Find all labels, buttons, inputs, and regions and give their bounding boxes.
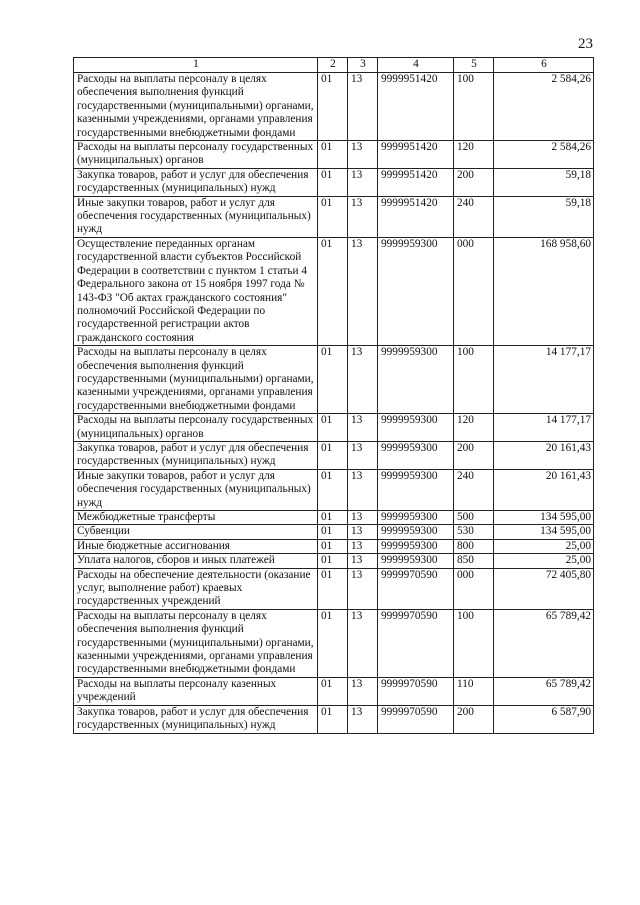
- row-name-cell: Расходы на выплаты персоналу в целях обеспечения выполнения функций государственными (муниципальными) органами, казенными учреждениями, органами управления государственными внебюджетными фондами: [74, 73, 318, 141]
- column-header-4: 4: [378, 58, 454, 73]
- row-section-cell: 01: [318, 73, 348, 141]
- table-row: [74, 196, 594, 237]
- row-target-article-cell: 9999970590: [378, 677, 454, 705]
- row-target-article-cell: 9999970590: [378, 609, 454, 677]
- row-target-article-cell: 9999959300: [378, 469, 454, 510]
- table-row: [74, 677, 594, 705]
- row-amount-cell: 25,00: [494, 554, 594, 568]
- table-row: [74, 414, 594, 442]
- row-subsection-cell: 13: [348, 511, 378, 525]
- row-section-cell: 01: [318, 554, 348, 568]
- row-amount-cell: 134 595,00: [494, 511, 594, 525]
- row-subsection-cell: 13: [348, 414, 378, 442]
- table-row: [74, 441, 594, 469]
- row-expense-type-cell: 100: [454, 346, 494, 414]
- row-section-cell: 01: [318, 237, 348, 345]
- table-row: [74, 469, 594, 510]
- row-expense-type-cell: 100: [454, 609, 494, 677]
- table-row: [74, 609, 594, 677]
- row-target-article-cell: 9999951420: [378, 73, 454, 141]
- table-row: [74, 568, 594, 609]
- row-target-article-cell: 9999959300: [378, 511, 454, 525]
- table-row: [74, 168, 594, 196]
- row-expense-type-cell: 110: [454, 677, 494, 705]
- row-section-cell: 01: [318, 168, 348, 196]
- row-subsection-cell: 13: [348, 539, 378, 553]
- row-section-cell: 01: [318, 539, 348, 553]
- row-subsection-cell: 13: [348, 609, 378, 677]
- budget-table: [73, 57, 594, 734]
- row-section-cell: 01: [318, 469, 348, 510]
- table-row: [74, 73, 594, 141]
- row-amount-cell: 72 405,80: [494, 568, 594, 609]
- row-amount-cell: 134 595,00: [494, 525, 594, 539]
- row-expense-type-cell: 000: [454, 568, 494, 609]
- row-name-cell: Иные закупки товаров, работ и услуг для обеспечения государственных (муниципальных) нужд: [74, 196, 318, 237]
- row-subsection-cell: 13: [348, 73, 378, 141]
- row-name-cell: Иные бюджетные ассигнования: [74, 539, 318, 553]
- row-name-cell: Закупка товаров, работ и услуг для обеспечения государственных (муниципальных) нужд: [74, 705, 318, 733]
- row-amount-cell: 14 177,17: [494, 346, 594, 414]
- row-target-article-cell: 9999951420: [378, 141, 454, 169]
- row-amount-cell: 65 789,42: [494, 609, 594, 677]
- row-subsection-cell: 13: [348, 469, 378, 510]
- row-target-article-cell: 9999959300: [378, 237, 454, 345]
- row-expense-type-cell: 120: [454, 414, 494, 442]
- row-section-cell: 01: [318, 609, 348, 677]
- row-amount-cell: 20 161,43: [494, 441, 594, 469]
- row-section-cell: 01: [318, 568, 348, 609]
- row-subsection-cell: 13: [348, 525, 378, 539]
- row-name-cell: Уплата налогов, сборов и иных платежей: [74, 554, 318, 568]
- row-subsection-cell: 13: [348, 554, 378, 568]
- row-name-cell: Расходы на выплаты персоналу в целях обеспечения выполнения функций государственными (муниципальными) органами, казенными учреждениями, органами управления государственными внебюджетными фондами: [74, 609, 318, 677]
- row-section-cell: 01: [318, 141, 348, 169]
- page-number: 23: [578, 36, 593, 52]
- row-expense-type-cell: 000: [454, 237, 494, 345]
- row-name-cell: Осуществление переданных органам государственной власти субъектов Российской Федерации в соответствии с пунктом 1 статьи 4 Федерального закона от 15 ноября 1997 года № 143-ФЗ "Об актах гражданского состояния" полномочий Российской Федерации по государственной регистрации актов гражданского состояния: [74, 237, 318, 345]
- row-name-cell: Расходы на выплаты персоналу государственных (муниципальных) органов: [74, 141, 318, 169]
- row-amount-cell: 20 161,43: [494, 469, 594, 510]
- row-name-cell: Иные закупки товаров, работ и услуг для обеспечения государственных (муниципальных) нужд: [74, 469, 318, 510]
- row-target-article-cell: 9999959300: [378, 539, 454, 553]
- row-expense-type-cell: 240: [454, 196, 494, 237]
- row-name-cell: Расходы на выплаты персоналу в целях обеспечения выполнения функций государственными (муниципальными) органами, казенными учреждениями, органами управления государственными внебюджетными фондами: [74, 346, 318, 414]
- row-expense-type-cell: 200: [454, 705, 494, 733]
- row-name-cell: Расходы на выплаты персоналу государственных (муниципальных) органов: [74, 414, 318, 442]
- table-row: [74, 525, 594, 539]
- row-amount-cell: 59,18: [494, 168, 594, 196]
- column-header-2: 2: [318, 58, 348, 73]
- table-row: [74, 554, 594, 568]
- row-name-cell: Закупка товаров, работ и услуг для обеспечения государственных (муниципальных) нужд: [74, 168, 318, 196]
- row-subsection-cell: 13: [348, 168, 378, 196]
- row-amount-cell: 168 958,60: [494, 237, 594, 345]
- row-expense-type-cell: 200: [454, 168, 494, 196]
- row-name-cell: Расходы на выплаты персоналу казенных учреждений: [74, 677, 318, 705]
- column-header-6: 6: [494, 58, 594, 73]
- row-section-cell: 01: [318, 196, 348, 237]
- row-subsection-cell: 13: [348, 237, 378, 345]
- row-section-cell: 01: [318, 414, 348, 442]
- table-row: [74, 141, 594, 169]
- table-row: [74, 705, 594, 733]
- row-section-cell: 01: [318, 441, 348, 469]
- column-header-1: 1: [74, 58, 318, 73]
- row-amount-cell: 25,00: [494, 539, 594, 553]
- row-name-cell: Расходы на обеспечение деятельности (оказание услуг, выполнение работ) краевых государственных учреждений: [74, 568, 318, 609]
- row-amount-cell: 14 177,17: [494, 414, 594, 442]
- row-section-cell: 01: [318, 511, 348, 525]
- table-row: [74, 511, 594, 525]
- row-target-article-cell: 9999959300: [378, 525, 454, 539]
- row-expense-type-cell: 100: [454, 73, 494, 141]
- header-row: [74, 58, 594, 73]
- table-header: [74, 58, 594, 73]
- row-expense-type-cell: 200: [454, 441, 494, 469]
- row-name-cell: Субвенции: [74, 525, 318, 539]
- row-target-article-cell: 9999970590: [378, 568, 454, 609]
- table-body: [74, 73, 594, 734]
- row-subsection-cell: 13: [348, 346, 378, 414]
- row-target-article-cell: 9999959300: [378, 414, 454, 442]
- table-row: [74, 237, 594, 345]
- row-amount-cell: 2 584,26: [494, 141, 594, 169]
- row-subsection-cell: 13: [348, 196, 378, 237]
- row-expense-type-cell: 500: [454, 511, 494, 525]
- table-row: [74, 539, 594, 553]
- row-target-article-cell: 9999951420: [378, 168, 454, 196]
- row-name-cell: Межбюджетные трансферты: [74, 511, 318, 525]
- row-subsection-cell: 13: [348, 441, 378, 469]
- row-target-article-cell: 9999959300: [378, 441, 454, 469]
- table-row: [74, 346, 594, 414]
- row-amount-cell: 2 584,26: [494, 73, 594, 141]
- row-name-cell: Закупка товаров, работ и услуг для обеспечения государственных (муниципальных) нужд: [74, 441, 318, 469]
- row-subsection-cell: 13: [348, 705, 378, 733]
- column-header-3: 3: [348, 58, 378, 73]
- row-section-cell: 01: [318, 525, 348, 539]
- row-target-article-cell: 9999970590: [378, 705, 454, 733]
- row-subsection-cell: 13: [348, 568, 378, 609]
- row-amount-cell: 65 789,42: [494, 677, 594, 705]
- row-expense-type-cell: 850: [454, 554, 494, 568]
- column-header-5: 5: [454, 58, 494, 73]
- row-section-cell: 01: [318, 705, 348, 733]
- row-target-article-cell: 9999951420: [378, 196, 454, 237]
- row-target-article-cell: 9999959300: [378, 346, 454, 414]
- row-section-cell: 01: [318, 346, 348, 414]
- row-amount-cell: 6 587,90: [494, 705, 594, 733]
- row-amount-cell: 59,18: [494, 196, 594, 237]
- row-expense-type-cell: 120: [454, 141, 494, 169]
- row-expense-type-cell: 240: [454, 469, 494, 510]
- row-subsection-cell: 13: [348, 141, 378, 169]
- row-expense-type-cell: 530: [454, 525, 494, 539]
- row-expense-type-cell: 800: [454, 539, 494, 553]
- row-target-article-cell: 9999959300: [378, 554, 454, 568]
- row-subsection-cell: 13: [348, 677, 378, 705]
- row-section-cell: 01: [318, 677, 348, 705]
